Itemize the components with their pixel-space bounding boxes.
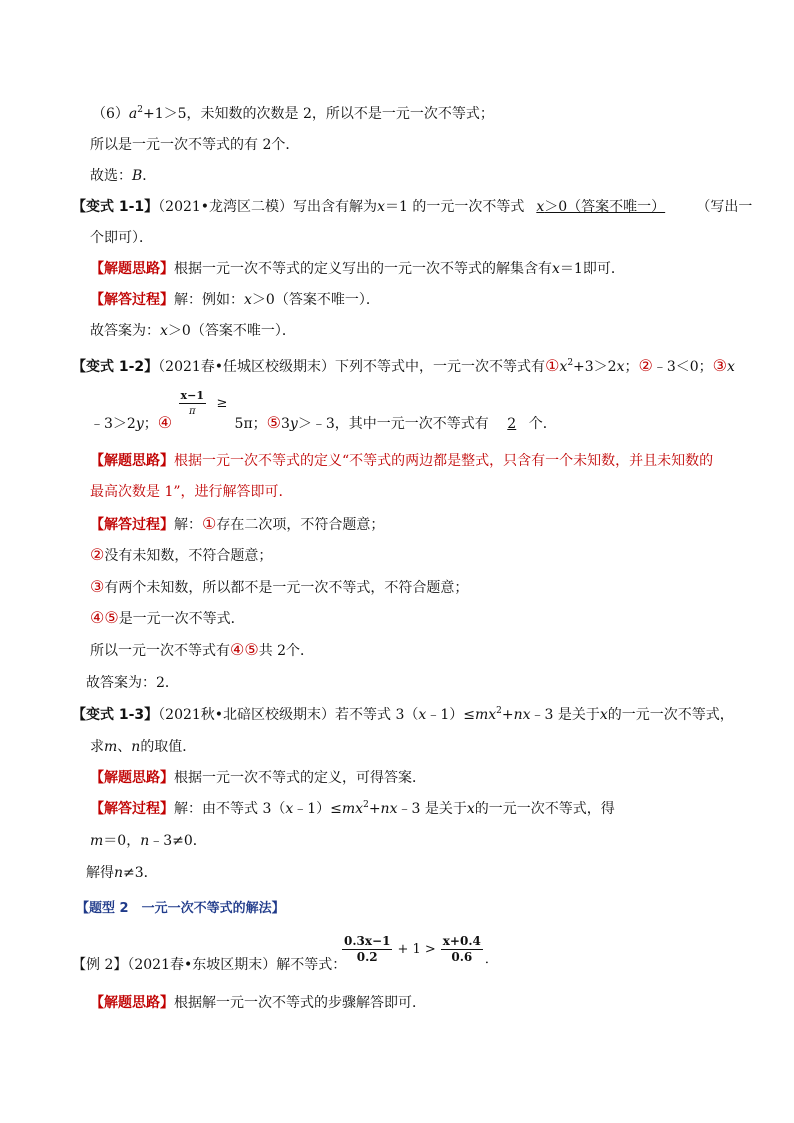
var-x: x — [727, 359, 735, 375]
question-end: 个． — [528, 416, 557, 432]
section-heading: 【题型 2 一元一次不等式的解法】 — [76, 901, 285, 916]
var-n: n — [114, 865, 124, 881]
process-text-end: 的一元一次不等式，得 — [474, 801, 615, 817]
answer-text: ＞0（答案不唯一） — [544, 199, 666, 215]
period: ． — [142, 168, 157, 184]
idea-text-end: ＝1即可． — [559, 261, 625, 277]
question-text: ＝1 的一元一次不等式 — [384, 199, 525, 215]
var-x: x — [599, 707, 608, 723]
term-mx: mx — [341, 801, 364, 817]
exponent: 2 — [137, 105, 144, 115]
circled-4: ④ — [230, 640, 245, 659]
var-x: x — [160, 323, 168, 339]
var-n: n — [131, 739, 141, 755]
variant-1-3-process — [90, 799, 615, 819]
answer-label: 故答案为： — [90, 323, 160, 339]
item-6-line — [92, 104, 494, 124]
question-source: （2021秋•北碚区校级期末）若不等式 3（ — [158, 707, 419, 723]
summary-text: 所以一元一次不等式有 — [90, 643, 230, 659]
var-m: m — [90, 833, 104, 849]
process-text-end: ＞0（答案不唯一）． — [251, 292, 380, 308]
separator: 、 — [117, 739, 132, 755]
idea-text: 根据一元一次不等式的定义，可得答案． — [174, 770, 426, 786]
period: ． — [484, 952, 498, 967]
separator: ； — [624, 359, 639, 375]
example-2-expression — [340, 934, 498, 968]
circled-1: ① — [202, 514, 217, 533]
example-2-question — [72, 955, 346, 975]
expr-2: ﹣3＜0； — [652, 359, 713, 375]
summary-line: 所以是一元一次不等式的有 2个． — [90, 137, 300, 153]
separator: ； — [143, 416, 158, 432]
var-x: x — [418, 707, 427, 723]
var-x: x — [616, 359, 625, 375]
question-source: （2021春•东坡区期末）解不等式： — [127, 957, 347, 973]
process-tag: 【解答过程】 — [90, 292, 174, 308]
fraction-numerator: x+0.4 — [442, 934, 481, 948]
process-tag: 【解答过程】 — [90, 517, 174, 533]
fraction-denominator: 0.2 — [356, 950, 378, 964]
process-text: 解：例如： — [174, 292, 244, 308]
fraction-denominator: π — [188, 406, 196, 417]
variant-1-1-question — [72, 197, 752, 217]
choice-label: 故选： — [90, 168, 132, 184]
circled-5: ⑤ — [244, 640, 259, 659]
fraction-4 — [179, 388, 206, 419]
variant-tag: 【变式 1-2】 — [72, 359, 159, 375]
idea-text: 根据一元一次不等式的定义“不等式的两边都是整式，只含有一个未知数，并且未知数的 — [174, 453, 714, 469]
example-tag: 【例 2】 — [72, 957, 128, 973]
variant-1-2-idea-cont: 最高次数是 1”，进行解答即可. — [90, 484, 283, 500]
variant-1-3-question — [72, 705, 734, 725]
question-end: 的取值． — [140, 739, 197, 755]
solution-label: 解得 — [86, 865, 114, 881]
variant-1-2-summary — [90, 640, 314, 661]
var-x: x — [466, 801, 475, 817]
question-tail: （写出一 — [696, 199, 753, 215]
circled-1: ① — [545, 356, 560, 375]
question-text: ＞﹣3，其中一元一次不等式有 — [297, 416, 489, 432]
item-number: （6） — [92, 106, 129, 122]
choice-value: B — [132, 168, 143, 184]
question-end: 的一元一次不等式， — [607, 707, 734, 723]
var-x: x — [244, 292, 252, 308]
question-source: （2021春•任城区校级期末）下列不等式中，一元一次不等式有 — [158, 359, 546, 375]
fraction-lhs — [342, 934, 392, 965]
answer-value: ＞0（答案不唯一）． — [167, 323, 296, 339]
var-x: x — [377, 199, 385, 215]
expr-5: 3 — [281, 416, 290, 432]
process-label: 解： — [174, 517, 202, 533]
idea-tag: 【解题思路】 — [90, 995, 174, 1011]
var-m: m — [104, 739, 118, 755]
var-n: n — [140, 833, 150, 849]
process-step-1: 存在二次项，不符合题意； — [216, 517, 385, 533]
process-step-2: 没有未知数，不符合题意； — [104, 548, 273, 564]
circled-3: ③ — [712, 356, 728, 375]
question-text: 求 — [90, 739, 104, 755]
variant-1-2-step-45 — [90, 608, 245, 629]
item-6-text: +1＞5，未知数的次数是 2，所以不是一元一次不等式； — [143, 106, 494, 122]
circled-5: ⑤ — [266, 413, 281, 432]
variant-1-3-result — [90, 831, 207, 851]
var-x: x — [559, 359, 568, 375]
var-y: y — [289, 416, 298, 432]
term-nx: nx — [513, 707, 531, 723]
var-y: y — [135, 416, 144, 432]
circled-4: ④ — [90, 608, 105, 627]
process-tag: 【解答过程】 — [90, 801, 174, 817]
variant-1-1-answer — [90, 321, 296, 341]
variant-1-2-question — [72, 356, 735, 377]
variant-tag: 【变式 1-3】 — [72, 707, 159, 723]
variant-1-3-question-cont — [90, 737, 196, 757]
expression-operator: + 1 > — [397, 941, 436, 957]
process-text: 解：由不等式 3（ — [174, 801, 286, 817]
exponent: 2 — [567, 358, 574, 368]
process-step-3: 有两个未知数，所以都不是一元一次不等式，不符合题意； — [104, 580, 469, 596]
variant-1-2-process — [90, 514, 384, 535]
result-text: ＝0， — [103, 833, 141, 849]
expr-1: +3＞2 — [573, 359, 617, 375]
example-2-idea — [90, 993, 426, 1013]
term-mx: mx — [474, 707, 497, 723]
idea-tag: 【解题思路】 — [90, 261, 174, 277]
circled-2: ② — [638, 356, 653, 375]
expr-3: ﹣3＞2 — [90, 416, 136, 432]
var-a: a — [128, 106, 138, 122]
circled-5: ⑤ — [104, 608, 119, 627]
process-text: ﹣3 是关于 — [397, 801, 467, 817]
exponent: 2 — [363, 800, 369, 810]
variant-1-3-solution — [86, 863, 158, 883]
process-text: ﹣1）≤ — [293, 801, 342, 817]
fraction-denominator: 0.6 — [451, 950, 473, 964]
summary-end: 共 2个． — [258, 643, 315, 659]
ge-sign: ≥ — [216, 396, 228, 411]
circled-4: ④ — [157, 413, 173, 432]
circled-2: ② — [90, 545, 105, 564]
fraction-numerator: x−1 — [180, 389, 204, 402]
choice-line — [90, 166, 156, 186]
result-text: ﹣3≠0． — [149, 833, 207, 849]
variant-tag: 【变式 1-1】 — [72, 199, 159, 215]
variant-1-2-answer: 故答案为：2． — [86, 675, 179, 691]
idea-tag: 【解题思路】 — [90, 453, 174, 469]
question-source: （2021•龙湾区二模）写出含有解为 — [158, 199, 378, 215]
answer-blank: 2 — [507, 416, 517, 432]
var-x: x — [536, 199, 545, 215]
idea-tag: 【解题思路】 — [90, 770, 174, 786]
variant-1-2-idea — [90, 451, 713, 471]
fraction-rhs — [441, 934, 483, 965]
var-x: x — [285, 801, 294, 817]
idea-text: 根据解一元一次不等式的步骤解答即可． — [174, 995, 426, 1011]
variant-1-2-step-3 — [90, 577, 468, 598]
variant-1-2-question-cont — [90, 389, 557, 434]
fraction-4-container — [177, 389, 231, 428]
solution-value: ≠3． — [123, 865, 158, 881]
idea-text: 根据一元一次不等式的定义写出的一元一次不等式的解集含有 — [174, 261, 552, 277]
circled-3: ③ — [90, 577, 105, 596]
expr-4-rhs: 5π； — [234, 416, 267, 432]
exponent: 2 — [496, 706, 502, 716]
variant-1-3-idea — [90, 768, 426, 788]
plus-sign: + — [368, 801, 381, 817]
process-step-45: 是一元一次不等式． — [118, 611, 245, 627]
plus-sign: + — [501, 707, 514, 723]
term-nx: nx — [380, 801, 398, 817]
variant-1-1-question-cont: 个即可）． — [90, 230, 153, 246]
variant-1-1-idea — [90, 259, 625, 279]
fraction-numerator: 0.3x−1 — [344, 934, 391, 948]
question-text: ﹣3 是关于 — [530, 707, 600, 723]
var-x: x — [552, 261, 560, 277]
question-text: ﹣1）≤ — [426, 707, 475, 723]
answer-blank — [524, 197, 686, 217]
variant-1-1-process — [90, 290, 380, 310]
variant-1-2-step-2 — [90, 545, 272, 566]
